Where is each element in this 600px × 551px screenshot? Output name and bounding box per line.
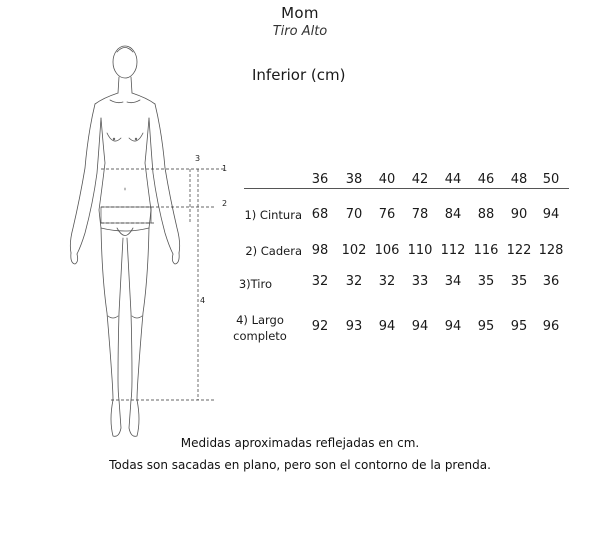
marker-2: 2 (222, 199, 228, 208)
marker-3: 3 (195, 154, 201, 163)
table-header-divider (244, 188, 569, 189)
table-cell: 95 (477, 319, 495, 334)
table-cell: 76 (378, 207, 396, 222)
table-cell: 122 (506, 243, 532, 258)
table-row (304, 243, 570, 261)
table-cell: 32 (378, 274, 396, 289)
table-cell: 90 (510, 207, 528, 222)
row-label-tiro: 3)Tiro (238, 277, 272, 291)
footer-note-2: Todas son sacadas en plano, pero son el contorno de la prenda. (109, 458, 491, 472)
table-cell: 78 (411, 207, 429, 222)
table-cell: 35 (477, 274, 495, 289)
table-cell: 98 (311, 243, 329, 258)
row-label-cintura: 1) Cintura (244, 208, 302, 222)
row-label-cadera: 2) Cadera (245, 244, 302, 258)
table-cell: 94 (542, 207, 560, 222)
size-header: 42 (411, 172, 429, 187)
product-subtitle: Tiro Alto (272, 24, 328, 39)
table-cell: 116 (473, 243, 499, 258)
table-row (304, 319, 570, 337)
table-cell: 93 (345, 319, 363, 334)
product-title: Mom (281, 4, 319, 22)
table-cell: 36 (542, 274, 560, 289)
size-header: 40 (378, 172, 396, 187)
table-cell: 106 (374, 243, 400, 258)
table-cell: 95 (510, 319, 528, 334)
table-cell: 96 (542, 319, 560, 334)
size-header: 38 (345, 172, 363, 187)
size-header: 50 (542, 172, 560, 187)
row-label-line: completo (233, 329, 287, 343)
section-heading: Inferior (cm) (252, 66, 346, 84)
table-cell: 112 (440, 243, 466, 258)
marker-1: 1 (222, 164, 228, 173)
size-header: 44 (444, 172, 462, 187)
table-cell: 70 (345, 207, 363, 222)
size-header: 48 (510, 172, 528, 187)
table-cell: 33 (411, 274, 429, 289)
table-row (304, 274, 570, 292)
size-header: 36 (311, 172, 329, 187)
table-cell: 128 (538, 243, 564, 258)
table-cell: 68 (311, 207, 329, 222)
table-cell: 110 (407, 243, 433, 258)
row-label-largo-completo (230, 312, 290, 344)
table-cell: 94 (444, 319, 462, 334)
marker-4: 4 (200, 296, 206, 305)
table-cell: 102 (341, 243, 367, 258)
body-figure-illustration (55, 38, 228, 438)
table-cell: 34 (444, 274, 462, 289)
table-row (304, 207, 570, 225)
table-cell: 35 (510, 274, 528, 289)
table-cell: 32 (311, 274, 329, 289)
table-cell: 88 (477, 207, 495, 222)
table-cell: 94 (411, 319, 429, 334)
table-cell: 84 (444, 207, 462, 222)
footer-note-1: Medidas aproximadas reflejadas en cm. (180, 436, 420, 450)
table-cell: 94 (378, 319, 396, 334)
row-label-line: 4) Largo (236, 313, 284, 327)
table-cell: 92 (311, 319, 329, 334)
table-cell: 32 (345, 274, 363, 289)
size-header-row (304, 172, 570, 192)
size-header: 46 (477, 172, 495, 187)
